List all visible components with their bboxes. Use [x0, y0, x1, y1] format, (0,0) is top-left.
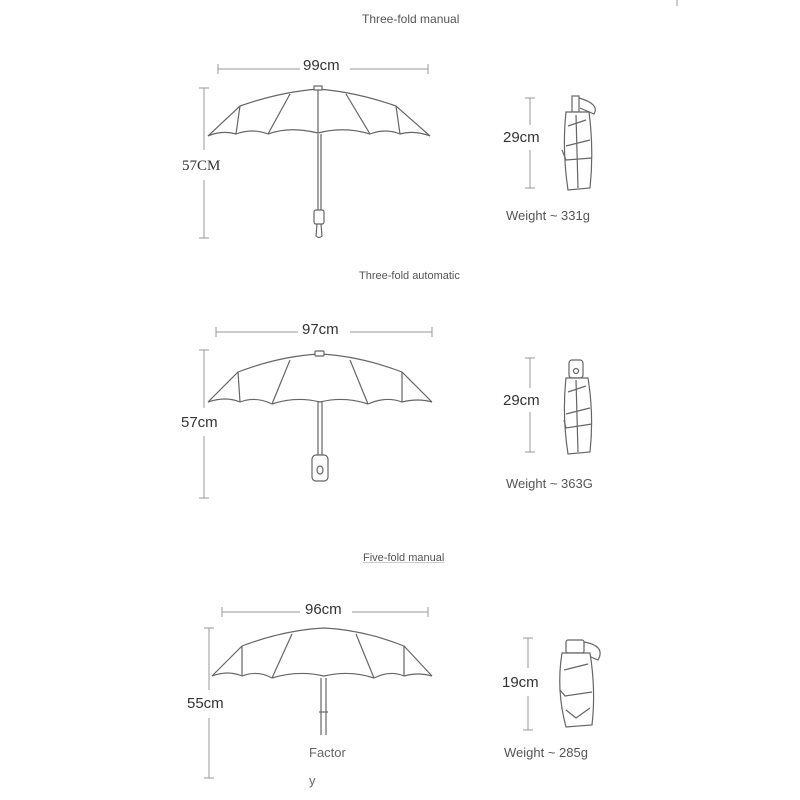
section-1-folded-label: 29cm [503, 129, 540, 146]
section-1-width-label: 99cm [303, 57, 340, 74]
section-2-folded-label: 29cm [503, 392, 540, 409]
section-2-open-umbrella [208, 351, 432, 481]
section-3-height-label: 55cm [187, 695, 224, 712]
section-3-weight: Weight ~ 285g [504, 745, 588, 760]
section-1-open-umbrella [208, 86, 430, 238]
section-1-height-label: 57CM [182, 158, 221, 174]
section-3-title: Five-fold manual [363, 552, 445, 564]
section-1-title: Three-fold manual [362, 12, 460, 26]
section-2-title: Three-fold automatic [359, 270, 460, 282]
factor-label: Factor [309, 745, 346, 760]
section-3-open-umbrella [212, 628, 432, 735]
section-2-height-label: 57cm [181, 414, 218, 431]
footer-y-label: y [309, 773, 316, 788]
section-2-width-label: 97cm [302, 321, 339, 338]
section-2-weight: Weight ~ 363G [506, 476, 593, 491]
section-1-weight: Weight ~ 331g [506, 208, 590, 223]
section-3-folded-label: 19cm [502, 674, 539, 691]
section-3-width-label: 96cm [305, 601, 342, 618]
